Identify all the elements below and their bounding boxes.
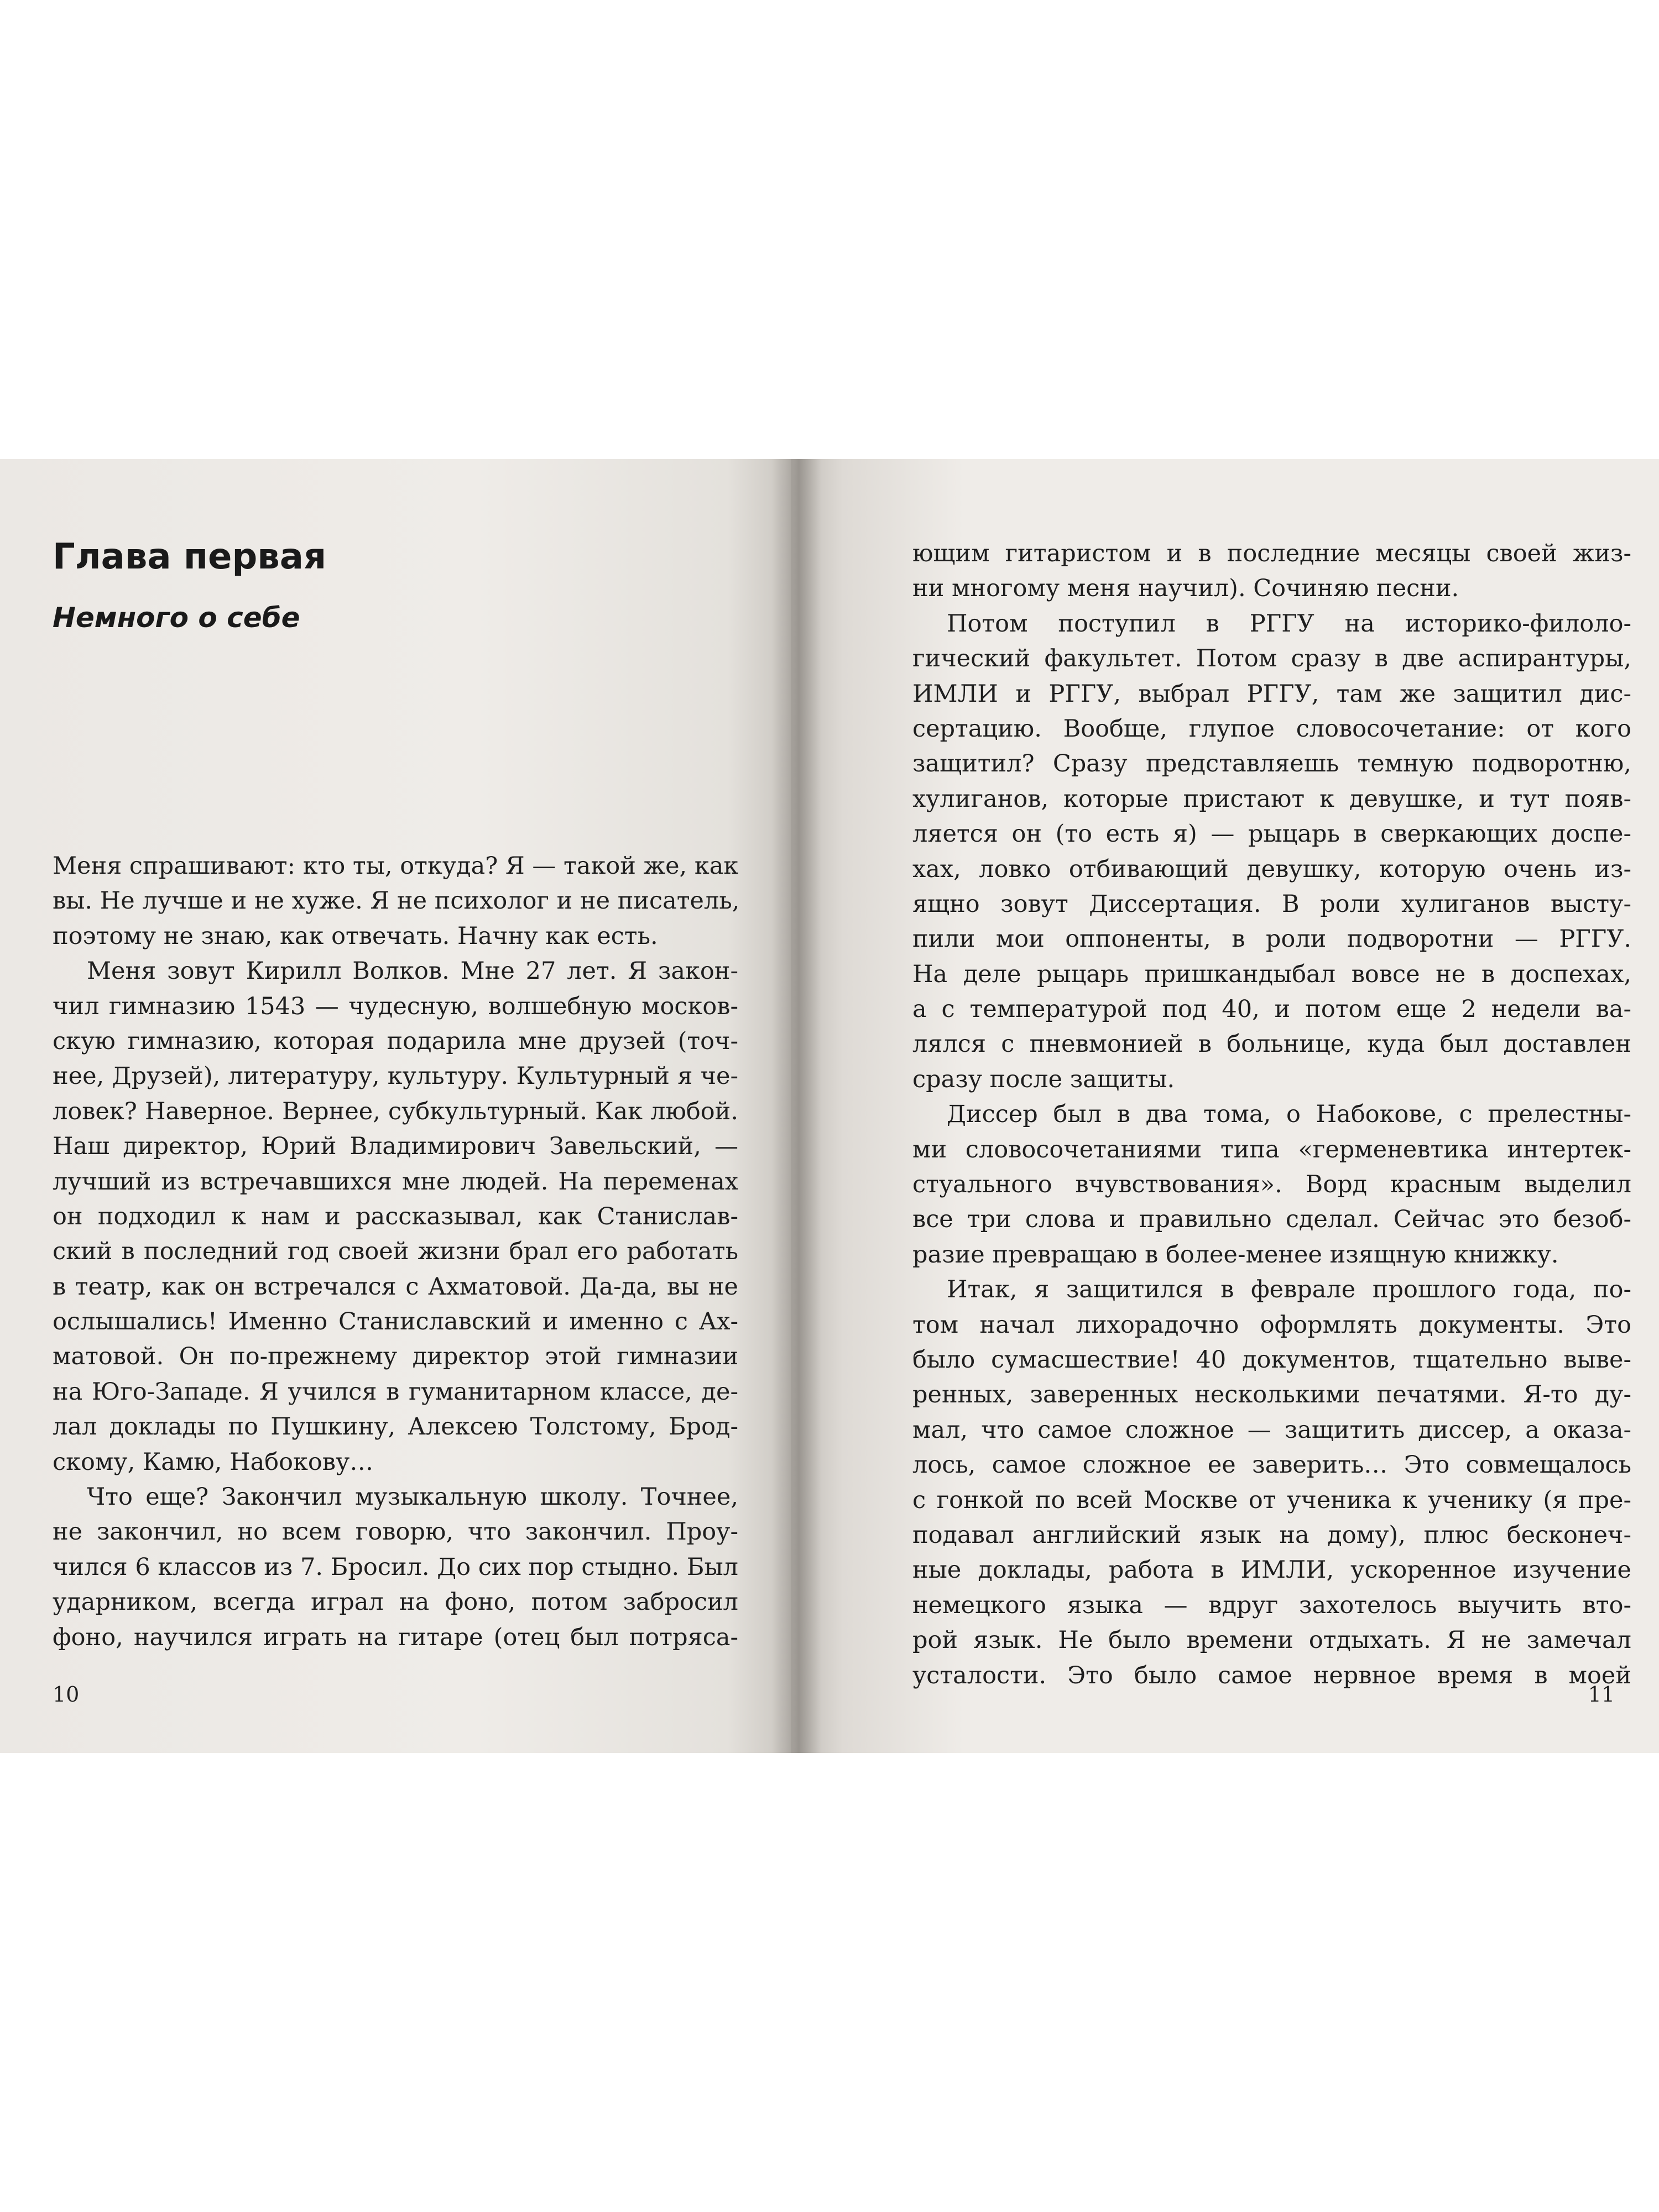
text-line: ударником, всегда играл на фоно, потом забросил	[53, 1588, 738, 1616]
text-line: а с температурой под 40, и потом еще 2 недели ва-	[912, 995, 1631, 1024]
text-line: том начал лихорадочно оформлять документы. Это	[912, 1311, 1631, 1339]
text-line: на Юго-Западе. Я учился в гуманитарном классе, де-	[53, 1378, 738, 1406]
text-line: Меня зовут Кирилл Волков. Мне 27 лет. Я закон-	[87, 957, 738, 985]
left-page	[0, 459, 791, 1753]
text-line: было сумасшествие! 40 документов, тщательно выве-	[912, 1345, 1631, 1374]
text-line: ми словосочетаниями типа «герменевтика интертек-	[912, 1135, 1631, 1164]
text-line: чил гимназию 1543 — чудесную, волшебную москов-	[53, 992, 738, 1020]
text-line: ляется он (то есть я) — рыцарь в сверкающих доспе-	[912, 820, 1631, 848]
right-page	[791, 459, 1659, 1753]
text-line: Потом поступил в РГГУ на историко-филоло-	[947, 609, 1631, 638]
text-line: лал доклады по Пушкину, Алексею Толстому, Брод-	[53, 1413, 738, 1441]
text-line: нее, Друзей), литературу, культуру. Культурный я че-	[53, 1062, 738, 1091]
text-line: не закончил, но всем говорю, что закончил. Проу-	[53, 1518, 738, 1546]
text-line: скую гимназию, которая подарила мне друзей (точ-	[53, 1027, 738, 1055]
text-line: Итак, я защитился в феврале прошлого года, по-	[947, 1276, 1631, 1304]
text-line: лось, самое сложное ее заверить… Это совмещалось	[912, 1451, 1631, 1479]
text-line: На деле рыцарь пришкандыбал вовсе не в доспехах,	[912, 960, 1631, 988]
text-line: ский в последний год своей жизни брал его работать	[53, 1238, 738, 1266]
text-line: ящно зовут Диссертация. В роли хулиганов высту-	[912, 890, 1631, 918]
text-line: рой язык. Не было времени отдыхать. Я не замечал	[912, 1626, 1631, 1655]
left-page-body	[53, 849, 738, 1655]
text-line: подавал английский язык на дому), плюс бесконеч-	[912, 1521, 1631, 1549]
text-line: с гонкой по всей Москве от ученика к ученику (я пре-	[912, 1486, 1631, 1514]
text-line: фоно, научился играть на гитаре (отец был потряса-	[53, 1623, 738, 1651]
text-line: Меня спрашивают: кто ты, откуда? Я — такой же, как	[53, 852, 739, 880]
text-line: гический факультет. Потом сразу в две аспирантуры,	[912, 645, 1631, 673]
text-line: разие превращаю в более-менее изящную книжку.	[912, 1240, 1559, 1269]
text-line: Что еще? Закончил музыкальную школу. Точнее,	[87, 1483, 738, 1511]
text-line: усталости. Это было самое нервное время в моей	[912, 1661, 1631, 1689]
text-line: ни многому меня научил). Сочиняю песни.	[912, 575, 1459, 603]
page-number-left: 10	[53, 1682, 80, 1707]
text-line: стуального вчувствования». Ворд красным выделил	[912, 1171, 1631, 1199]
right-page-body	[912, 536, 1631, 1693]
text-line: матовой. Он по-прежнему директор этой гимназии	[53, 1343, 738, 1371]
page-number-right: 11	[1588, 1682, 1615, 1707]
text-line: чился 6 классов из 7. Бросил. До сих пор стыдно. Был	[53, 1553, 738, 1581]
text-line: ные доклады, работа в ИМЛИ, ускоренное изучение	[912, 1556, 1631, 1584]
text-line: сразу после защиты.	[912, 1065, 1175, 1093]
text-line: сертацию. Вообще, глупое словосочетание: от кого	[912, 714, 1631, 743]
chapter-title: Глава первая	[53, 536, 327, 577]
text-line: поэтому не знаю, как отвечать. Начну как есть.	[53, 922, 658, 950]
text-line: Диссер был в два тома, о Набокове, с прелестны-	[947, 1100, 1631, 1129]
text-line: ловек? Наверное. Вернее, субкультурный. Как любой.	[53, 1097, 738, 1125]
book-spread	[0, 459, 1659, 1753]
text-line: вы. Не лучше и не хуже. Я не психолог и не писатель,	[53, 887, 740, 915]
text-line: ИМЛИ и РГГУ, выбрал РГГУ, там же защитил дис-	[912, 680, 1631, 708]
text-line: лялся с пневмонией в больнице, куда был доставлен	[912, 1030, 1631, 1058]
text-line: Наш директор, Юрий Владимирович Завельский, —	[53, 1133, 738, 1161]
text-line: защитил? Сразу представляешь темную подворотню,	[912, 750, 1631, 778]
text-line: все три слова и правильно сделал. Сейчас это безоб-	[912, 1206, 1631, 1234]
text-line: хах, ловко отбивающий девушку, которую очень из-	[912, 855, 1631, 883]
text-line: скому, Камю, Набокову…	[53, 1448, 374, 1476]
text-line: лучший из встречавшихся мне людей. На переменах	[53, 1167, 738, 1196]
text-line: хулиганов, которые пристают к девушке, и тут появ-	[912, 785, 1631, 813]
text-line: он подходил к нам и рассказывал, как Станислав-	[53, 1202, 738, 1230]
text-line: ренных, заверенных несколькими печатями. Я-то ду-	[912, 1381, 1631, 1409]
chapter-subtitle: Немного о себе	[53, 602, 300, 634]
text-line: немецкого языка — вдруг захотелось выучить вто-	[912, 1591, 1631, 1619]
text-line: ослышались! Именно Станиславский и именно с Ах-	[53, 1308, 738, 1336]
text-line: мал, что самое сложное — защитить диссер, а оказа-	[912, 1416, 1631, 1444]
text-line: ющим гитаристом и в последние месяцы своей жиз-	[912, 540, 1631, 567]
text-line: в театр, как он встречался с Ахматовой. Да-да, вы не	[53, 1272, 738, 1301]
text-line: пили мои оппоненты, в роли подворотни — РГГУ.	[912, 925, 1631, 953]
